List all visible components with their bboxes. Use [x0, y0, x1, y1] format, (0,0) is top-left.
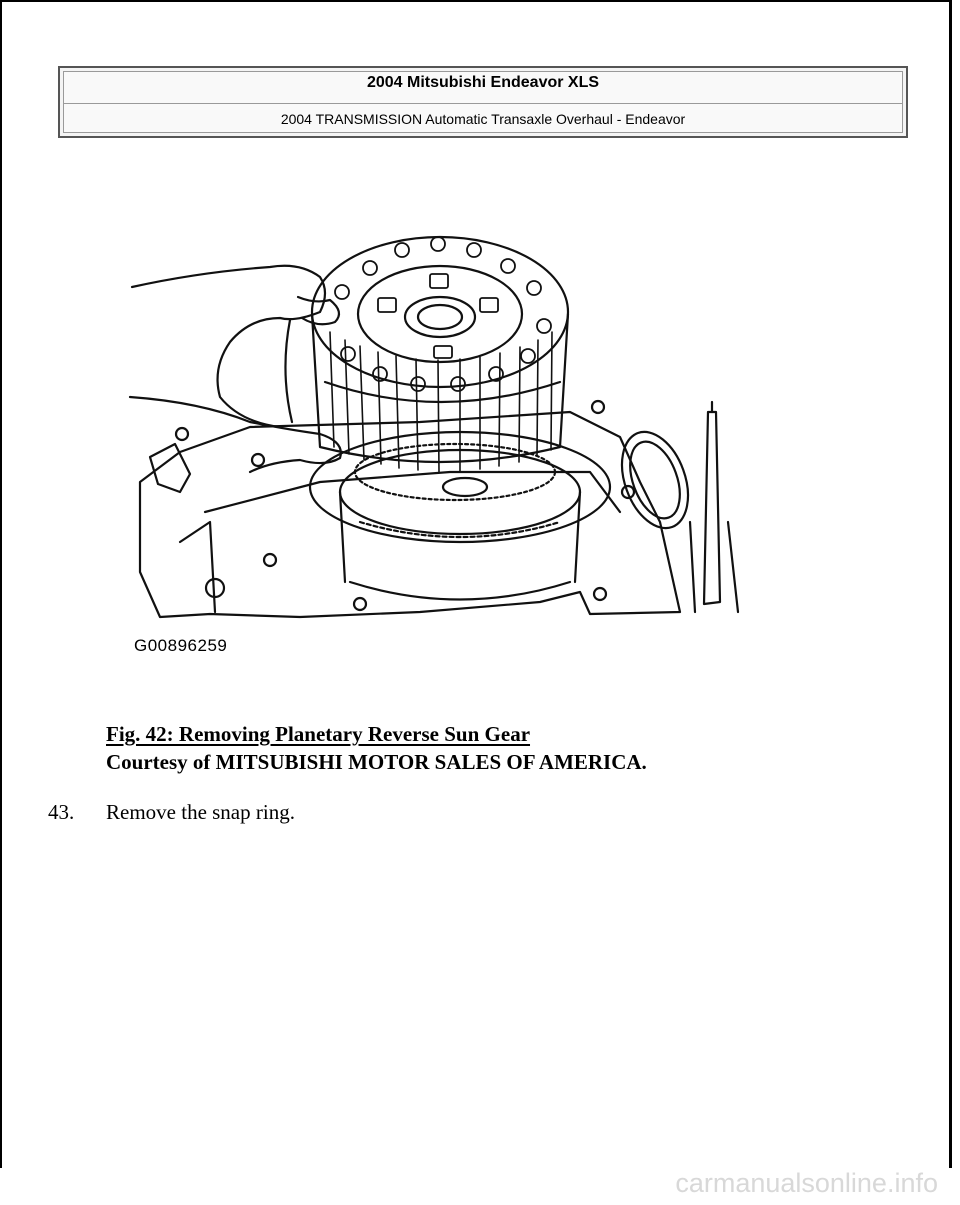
step-number: 43.	[48, 800, 75, 824]
step-text: Remove the snap ring.	[106, 800, 295, 824]
case-bolt	[176, 428, 188, 440]
figure-caption-title[interactable]: Fig. 42: Removing Planetary Reverse Sun Gear	[106, 722, 531, 746]
hand-lower	[130, 397, 341, 472]
figure-caption-credit: Courtesy of MITSUBISHI MOTOR SALES OF AMERICA.	[106, 750, 647, 774]
footer-watermark: carmanualsonline.info	[675, 1168, 938, 1198]
header-subtitle: 2004 TRANSMISSION Automatic Transaxle Overhaul - Endeavor	[280, 111, 686, 127]
sun-gear-drum-top	[312, 237, 568, 387]
seal-ring	[610, 423, 701, 537]
hand-upper	[132, 266, 325, 427]
figure-illustration	[120, 222, 750, 662]
transaxle-case	[140, 412, 680, 617]
figure-code: G00896259	[134, 636, 228, 655]
header-title: 2004 Mitsubishi Endeavor XLS	[366, 74, 600, 91]
shaft	[704, 412, 720, 604]
header-divider	[64, 103, 902, 104]
document-header	[58, 66, 908, 138]
